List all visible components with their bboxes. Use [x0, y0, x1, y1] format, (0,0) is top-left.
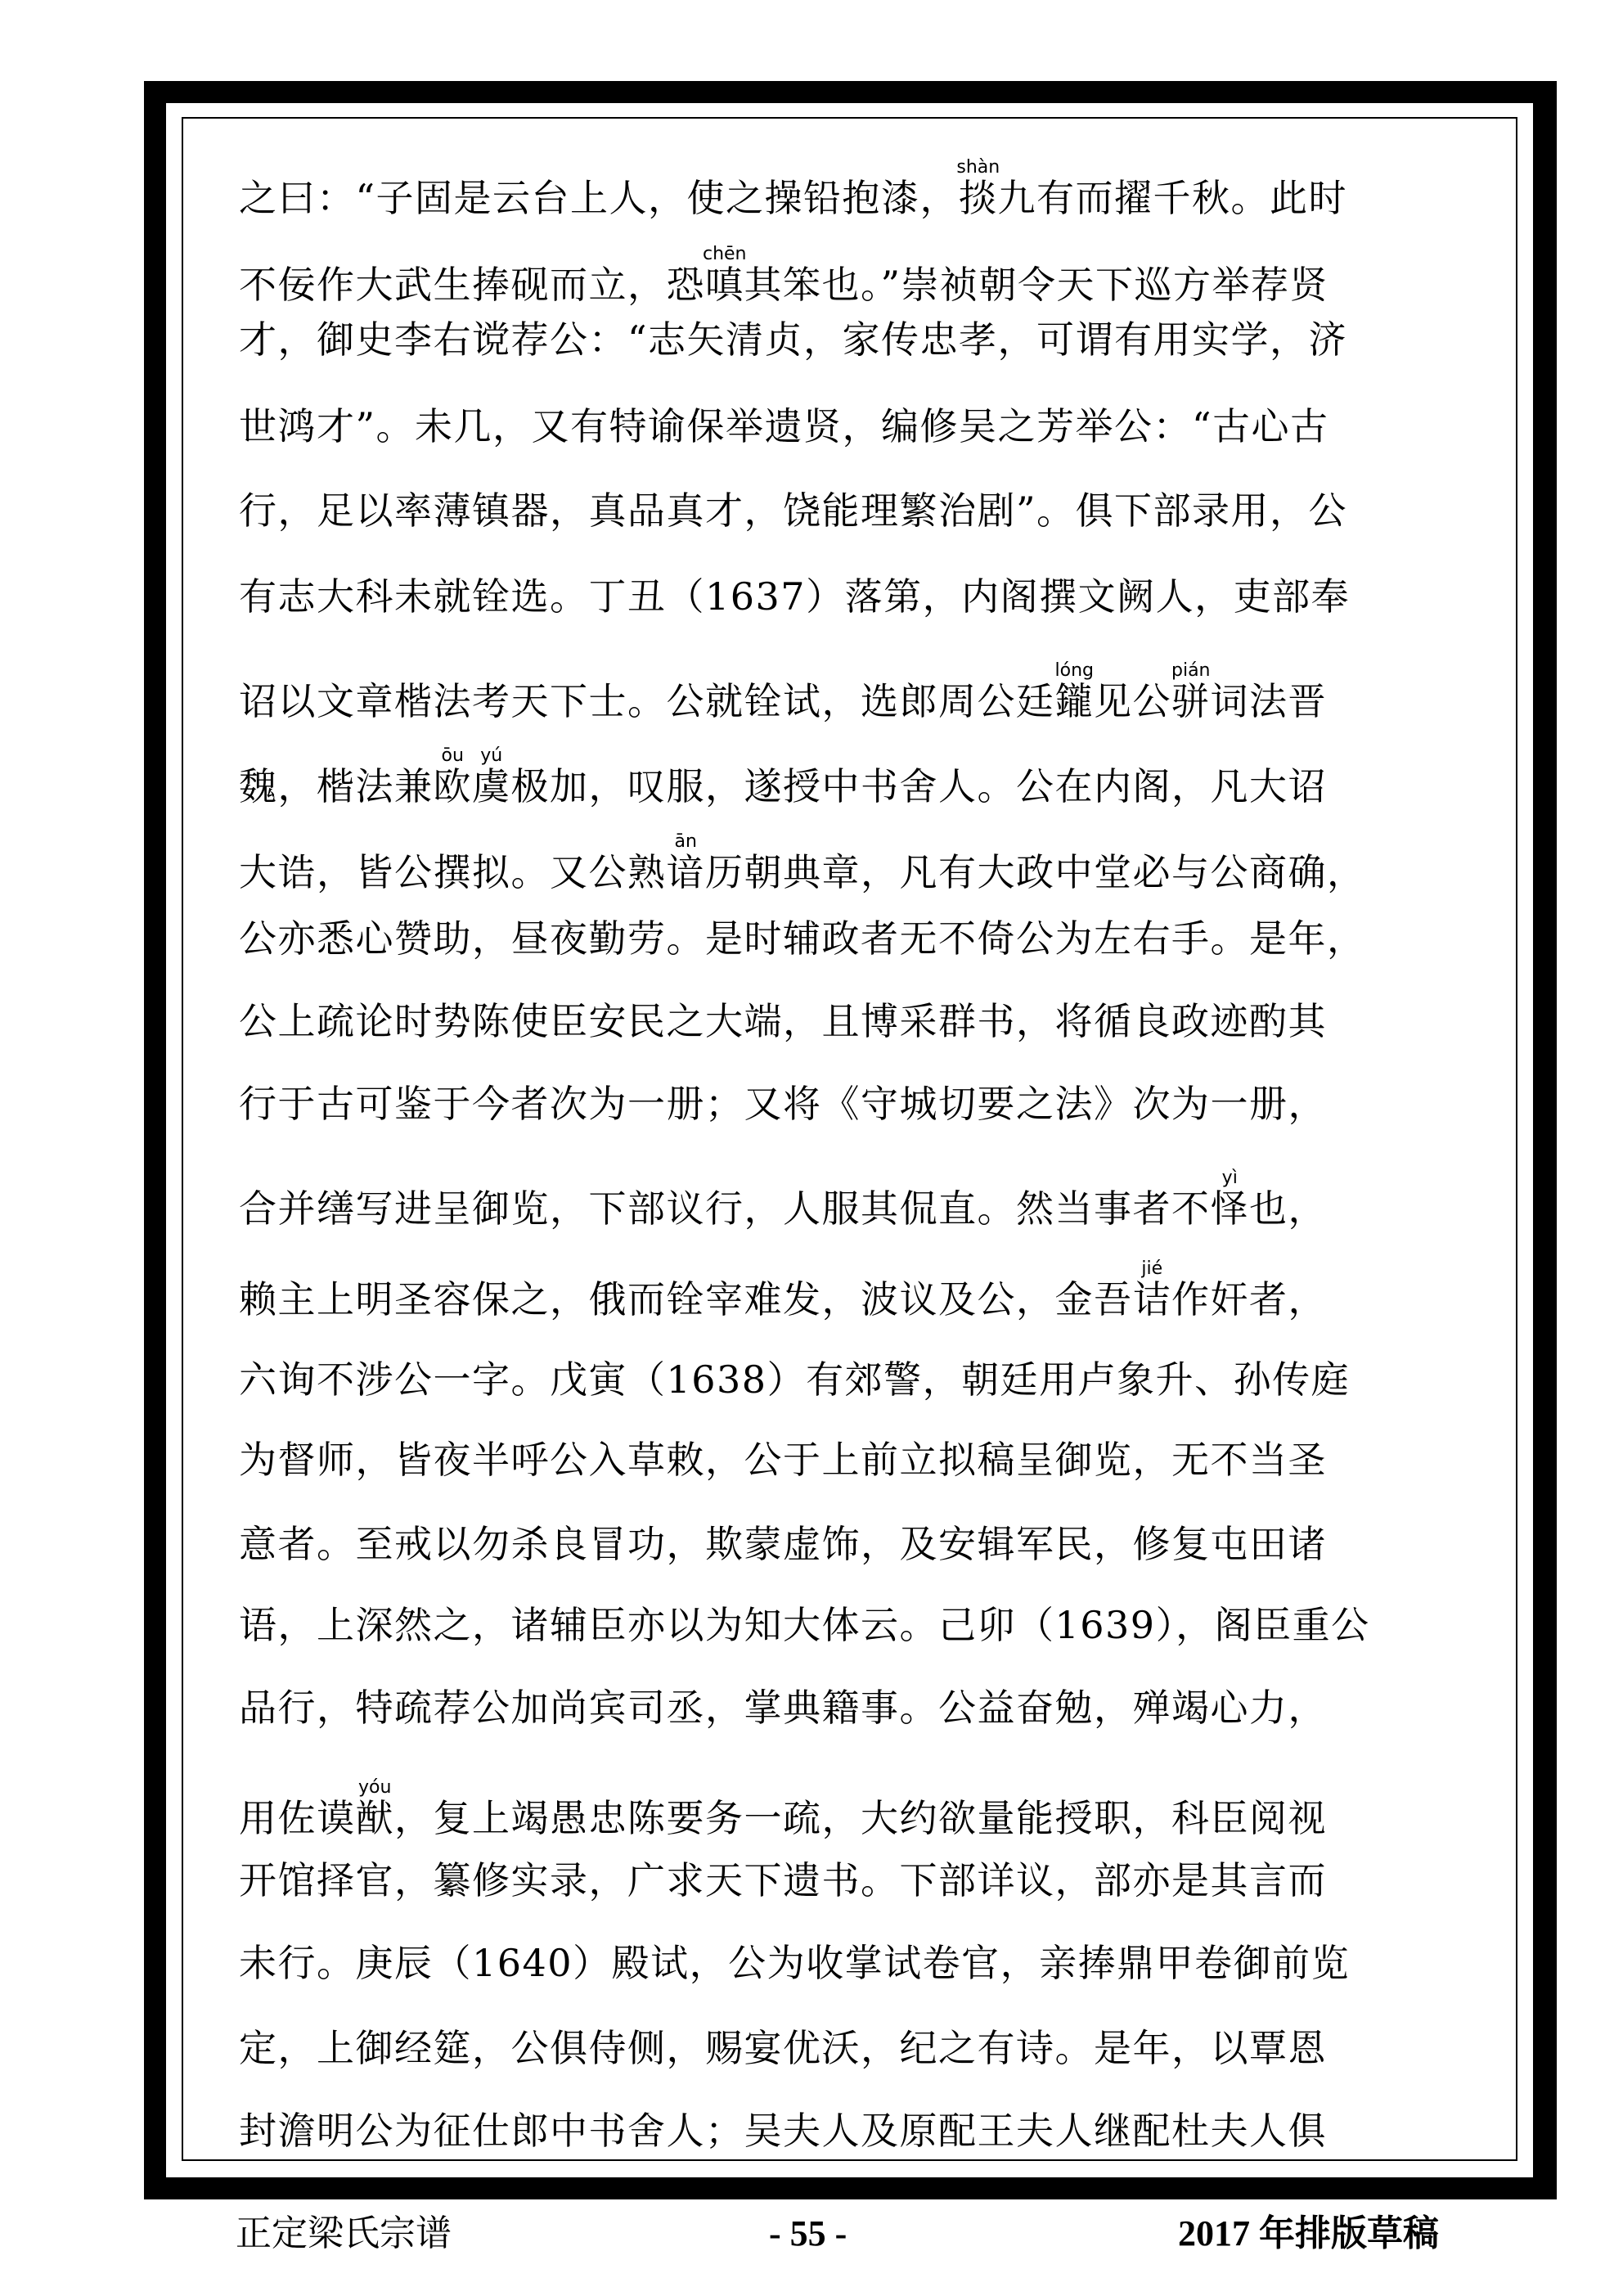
text-line: [239, 660, 1490, 723]
text-line: [239, 1683, 1490, 1732]
text-segment: 见公: [1094, 679, 1171, 723]
text-segment: 公上疏论时势陈使臣安民之大端，且博采群书，将循良政迹酌其: [239, 999, 1327, 1043]
text-segment: 语，上深然之，诸辅臣亦以为知大体云。己卯（1639），阁臣重公: [239, 1603, 1370, 1647]
text-line: [239, 1079, 1490, 1128]
pinyin-text: ān: [666, 831, 705, 852]
text-segment: 其笨也。”崇祯朝令天下巡方举荐贤: [744, 263, 1329, 307]
pinyin-text: jié: [1132, 1258, 1171, 1279]
footer-edition-note: 2017 年排版草稿: [1178, 2213, 1439, 2253]
pinyin-text: lóng: [1054, 660, 1094, 681]
text-line: [239, 1856, 1490, 1905]
pinyin-annotation: 骈pián: [1171, 660, 1211, 723]
text-segment: 未行。庚辰（1640）殿试，公为收掌试卷官，亲捧鼎甲卷御前览: [239, 1941, 1351, 1985]
text-line: [239, 486, 1490, 535]
pinyin-annotation: 怿yì: [1210, 1168, 1249, 1231]
text-line: [239, 1435, 1490, 1484]
text-segment: 行，足以率薄镇器，真品真才，饶能理繁治剧”。俱下部录用，公: [239, 488, 1348, 533]
pinyin-annotation: 猷yóu: [355, 1777, 394, 1840]
text-segment: 词法晋: [1210, 679, 1327, 723]
text-segment: 才，御史李右谠荐公：“志矢清贞，家传忠孝，可谓有用实学，济: [239, 317, 1348, 362]
pinyin-text: yú: [472, 745, 511, 766]
pinyin-text: yì: [1210, 1168, 1249, 1188]
text-line: [239, 1519, 1490, 1569]
text-segment: 行于古可鉴于今者次为一册；又将《守城切要之法》次为一册，: [239, 1082, 1327, 1126]
text-segment: 也，: [1249, 1186, 1327, 1231]
text-line: [239, 1258, 1490, 1321]
text-segment: 六询不涉公一字。戊寅（1638）有郊警，朝廷用卢象升、孙传庭: [239, 1357, 1351, 1402]
text-segment: 公亦悉心赞助，昼夜勤劳。是时辅政者无不倚公为左右手。是年，: [239, 916, 1366, 961]
text-line: [239, 1938, 1490, 1988]
pinyin-annotation: 鑨lóng: [1054, 660, 1094, 723]
text-segment: 大诰，皆公撰拟。又公熟: [239, 850, 667, 894]
text-segment: 诏以文章楷法考天下士。公就铨试，选郎周公廷: [239, 679, 1055, 723]
text-line: [239, 244, 1490, 307]
pinyin-annotation: 嗔chēn: [702, 244, 747, 307]
text-line: [239, 745, 1490, 808]
text-line: [239, 1600, 1490, 1650]
text-line: [239, 572, 1490, 621]
pinyin-text: shàn: [956, 157, 1000, 178]
text-line: [239, 997, 1490, 1046]
text-segment: 用佐谟: [239, 1796, 356, 1840]
text-segment: 封澹明公为征仕郎中书舍人；吴夫人及原配王夫人继配杜夫人俱: [239, 2109, 1327, 2153]
text-line: [239, 157, 1490, 220]
pinyin-annotation: 欧ōu: [433, 745, 472, 808]
text-line: [239, 402, 1490, 451]
text-line: [239, 2024, 1490, 2073]
text-line: [239, 2106, 1490, 2155]
text-segment: 作奸者，: [1171, 1277, 1327, 1321]
text-segment: 赖主上明圣容保之，俄而铨宰难发，波议及公，金吾: [239, 1277, 1133, 1321]
text-segment: 历朝典章，凡有大政中堂必与公商确，: [705, 850, 1366, 894]
text-segment: 为督师，皆夜半呼公入草敕，公于上前立拟稿呈御览，无不当圣: [239, 1438, 1327, 1482]
text-line: [239, 315, 1490, 364]
text-segment: ，复上竭愚忠陈要务一疏，大约欲量能授职，科臣阅视: [394, 1796, 1327, 1840]
text-segment: 九有而擢千秋。此时: [997, 176, 1348, 220]
pinyin-text: ōu: [433, 745, 472, 766]
text-line: [239, 1777, 1490, 1840]
text-segment: 魏，楷法兼: [239, 764, 434, 808]
text-line: [239, 914, 1490, 963]
text-segment: 之曰：“子固是云台上人，使之操铅抱漆，: [239, 176, 960, 220]
text-segment: 定，上御经筵，公俱侍侧，赐宴优沃，纪之有诗。是年，以覃恩: [239, 2026, 1327, 2070]
text-line: [239, 1355, 1490, 1404]
pinyin-text: pián: [1171, 660, 1211, 681]
footer-book-title: 正定梁氏宗谱: [236, 2213, 452, 2253]
text-segment: 意者。至戒以勿杀良冒功，欺蒙虚饰，及安辑军民，修复屯田诸: [239, 1522, 1327, 1566]
text-segment: 世鸿才”。未几，又有特谕保举遗贤，编修吴之芳举公：“古心古: [239, 404, 1329, 448]
pinyin-annotation: 虞yú: [472, 745, 511, 808]
text-segment: 有志大科未就铨选。丁丑（1637）落第，内阁撰文阙人，吏部奉: [239, 574, 1351, 619]
pinyin-text: yóu: [355, 1777, 394, 1798]
pinyin-annotation: 诘jié: [1132, 1258, 1171, 1321]
text-segment: 极加，叹服，遂授中书舍人。公在内阁，凡大诏: [510, 764, 1327, 808]
text-line: [239, 1168, 1490, 1231]
footer-page-number: - 55 -: [769, 2213, 847, 2253]
text-line: [239, 831, 1490, 894]
pinyin-annotation: 掞shàn: [956, 157, 1000, 220]
pinyin-text: chēn: [702, 244, 747, 264]
text-segment: 不佞作大武生捧砚而立，恐: [239, 263, 705, 307]
pinyin-annotation: 谙ān: [666, 831, 705, 894]
text-segment: 开馆择官，纂修实录，广求天下遗书。下部详议，部亦是其言而: [239, 1858, 1327, 1902]
text-segment: 品行，特疏荐公加尚宾司丞，掌典籍事。公益奋勉，殚竭心力，: [239, 1686, 1327, 1730]
text-segment: 合并缮写进呈御览，下部议行，人服其侃直。然当事者不: [239, 1186, 1211, 1231]
